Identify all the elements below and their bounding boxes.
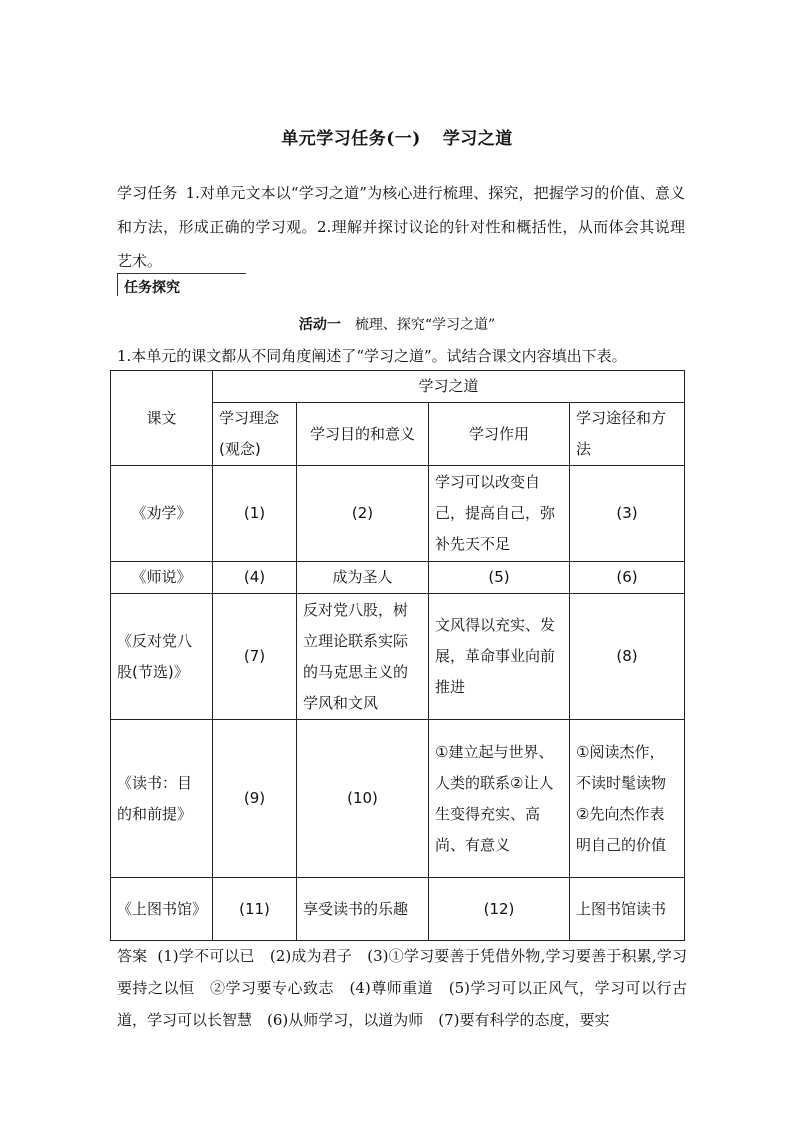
- header-cell: 学习途径和方法: [570, 403, 685, 466]
- activity-label: 活动一: [298, 317, 341, 333]
- table-cell: (12): [429, 878, 570, 941]
- study-table: [110, 370, 685, 941]
- task-intro: [117, 176, 685, 278]
- table-row: [111, 720, 685, 878]
- table-cell: (8): [570, 594, 685, 720]
- answer-block: [117, 940, 687, 1036]
- page-title: [0, 124, 794, 149]
- task-intro-text: 1.对单元文本以“学习之道”为核心进行梳理、探究，把握学习的价值、意义和方法，形成正确的学习观。2.理解并探讨议论的针对性和概括性，从而体会其说理艺术。: [117, 184, 685, 270]
- table-cell: (2): [297, 466, 429, 562]
- table-header-row: [111, 371, 685, 403]
- section-tag-label: 任务探究: [124, 280, 180, 296]
- header-group: 学习之道: [213, 371, 685, 403]
- table-cell: ①建立起与世界、人类的联系②让人生变得充实、高尚、有意义: [429, 720, 570, 878]
- question-text: 1.本单元的课文都从不同角度阐述了“学习之道”。试结合课文内容填出下表。: [117, 347, 627, 365]
- row-text-title: 《上图书馆》: [111, 878, 213, 941]
- table-cell: (1): [213, 466, 297, 562]
- row-text-title: 《反对党八股(节选)》: [111, 594, 213, 720]
- row-text-title: 《劝学》: [111, 466, 213, 562]
- table-cell: (5): [429, 562, 570, 594]
- table-cell: (7): [213, 594, 297, 720]
- title-part1: 单元学习任务(一): [281, 129, 421, 149]
- answer-label: 答案: [117, 947, 148, 965]
- table-cell: 反对党八股，树立理论联系实际的马克思主义的学风和文风: [297, 594, 429, 720]
- table-row: [111, 878, 685, 941]
- table-cell: 成为圣人: [297, 562, 429, 594]
- title-part2: 学习之道: [442, 129, 513, 149]
- task-intro-lead: 学习任务: [117, 184, 178, 202]
- table-cell: ①阅读杰作，不读时髦读物②先向杰作表明自己的价值: [570, 720, 685, 878]
- table-row: [111, 562, 685, 594]
- table-row: [111, 466, 685, 562]
- activity-heading: [0, 314, 794, 334]
- row-text-title: 《读书：目的和前提》: [111, 720, 213, 878]
- table-cell: 文风得以充实、发展，革命事业向前推进: [429, 594, 570, 720]
- table-cell: (10): [297, 720, 429, 878]
- table-cell: (9): [213, 720, 297, 878]
- section-tag: [117, 273, 246, 296]
- header-cell: 学习理念(观念): [213, 403, 297, 466]
- answer-text: (1)学不可以已 (2)成为君子 (3)①学习要善于凭借外物,学习要善于积累,学习要持之以恒 ②学习要专心致志 (4)尊师重道 (5)学习可以正风气，学习可以行古道，学习可以长智慧 (6)从师学习，以道为师 (7)要有科学的态度，要实: [117, 947, 687, 1029]
- table-cell: (3): [570, 466, 685, 562]
- header-cell: 学习目的和意义: [297, 403, 429, 466]
- table-cell: (4): [213, 562, 297, 594]
- header-col-text: 课文: [111, 371, 213, 466]
- row-text-title: 《师说》: [111, 562, 213, 594]
- header-cell: 学习作用: [429, 403, 570, 466]
- table-cell: (11): [213, 878, 297, 941]
- table-row: [111, 594, 685, 720]
- table-cell: (6): [570, 562, 685, 594]
- activity-title: 梳理、探究“学习之道”: [354, 317, 496, 333]
- table-cell: 享受读书的乐趣: [297, 878, 429, 941]
- table-cell: 学习可以改变自己，提高自己，弥补先天不足: [429, 466, 570, 562]
- table-cell: 上图书馆读书: [570, 878, 685, 941]
